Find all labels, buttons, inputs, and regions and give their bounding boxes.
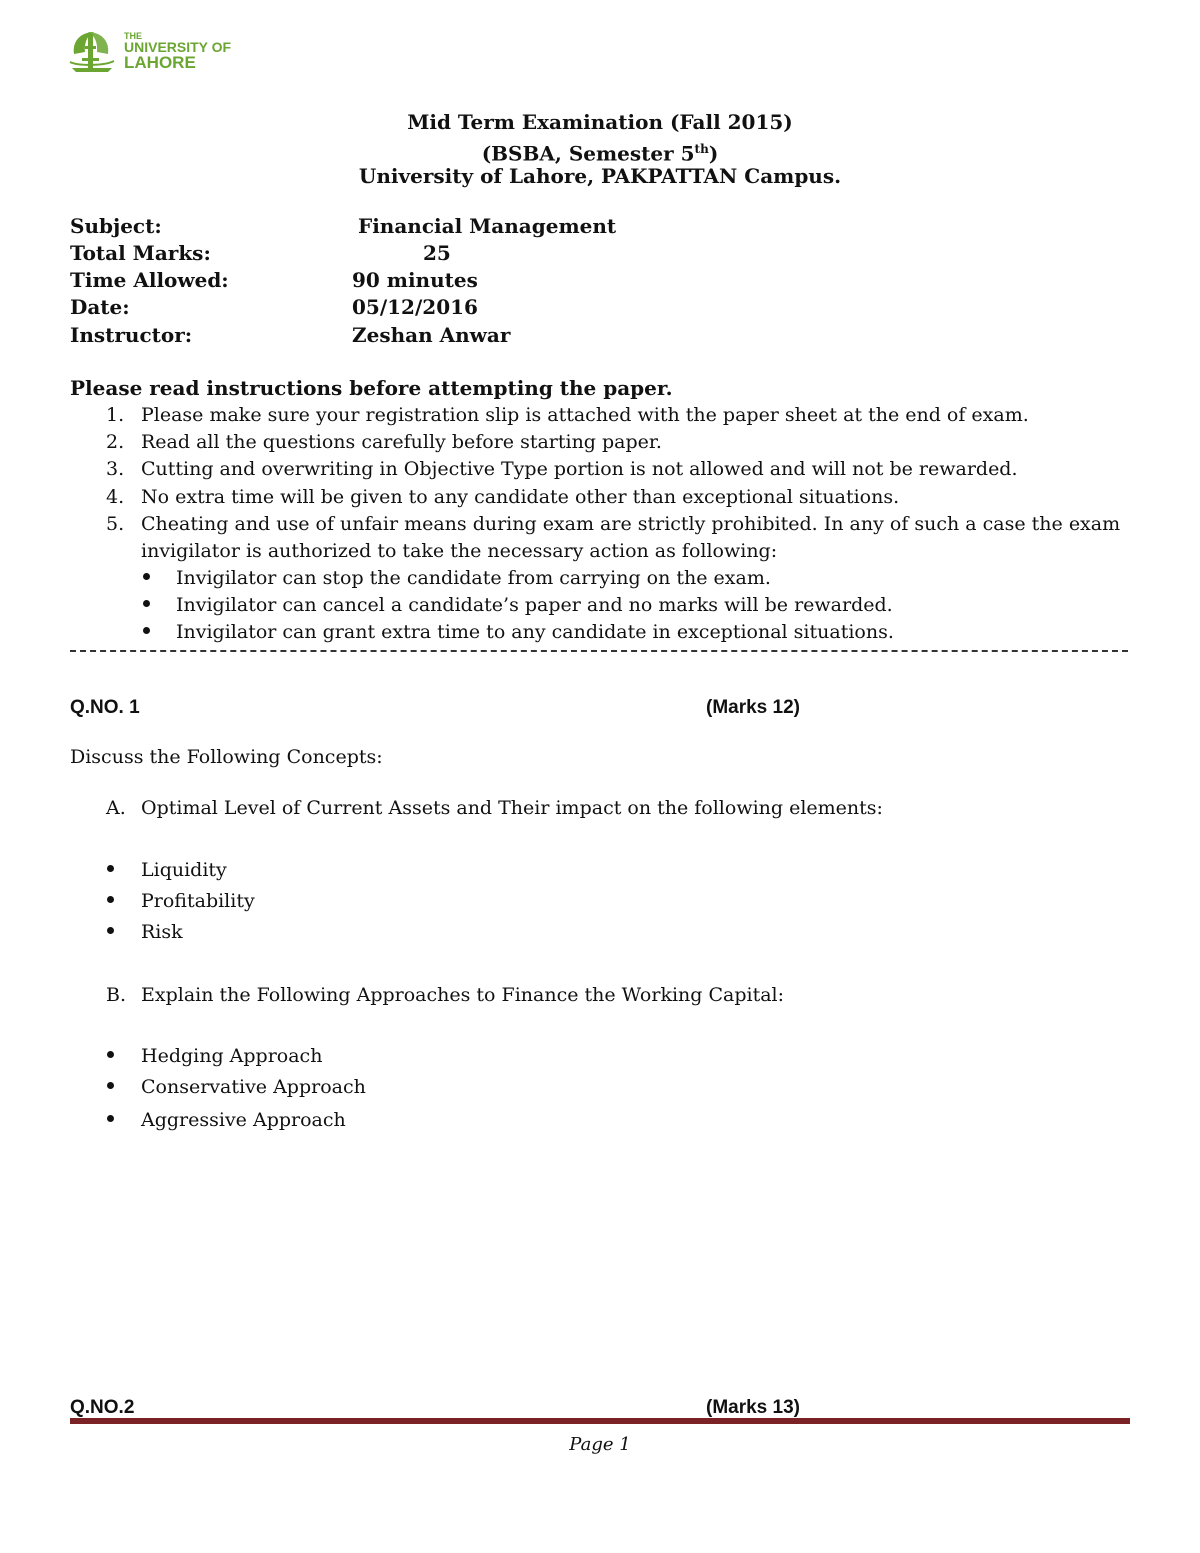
part-a-bullet: Risk <box>141 921 183 943</box>
instruction-text: Please make sure your registration slip is attached with the paper sheet at the end of exam. <box>141 404 1029 426</box>
q1-intro: Discuss the Following Concepts: <box>70 746 383 768</box>
instructor-value: Zeshan Anwar <box>352 323 511 347</box>
campus-line: University of Lahore, PAKPATTAN Campus. <box>358 164 842 188</box>
program-prefix: (BSBA, Semester 5 <box>481 141 695 166</box>
bullet-icon <box>107 927 114 934</box>
part-b-bullet: Conservative Approach <box>141 1076 366 1098</box>
logo-text-university: UNIVERSITY OF <box>124 39 232 55</box>
bullet-icon <box>107 896 114 903</box>
part-a-bullet: Profitability <box>141 890 255 912</box>
part-b-bullet: Hedging Approach <box>141 1045 323 1067</box>
instruction-text-continued: invigilator is authorized to take the necessary action as following: <box>141 540 778 562</box>
bullet-icon <box>143 573 150 580</box>
time-allowed-value: 90 minutes <box>352 268 478 292</box>
q1-marks: (Marks 12) <box>706 697 800 718</box>
instruction-number: 5. <box>106 513 125 535</box>
instruction-number: 2. <box>106 431 125 453</box>
bullet-icon <box>107 1051 114 1058</box>
part-b-text: Explain the Following Approaches to Finance the Working Capital: <box>141 984 785 1006</box>
instruction-text: Read all the questions carefully before starting paper. <box>141 431 662 453</box>
footer-rule <box>70 1418 1130 1424</box>
instruction-number: 3. <box>106 458 125 480</box>
logo-text-lahore: LAHORE <box>124 53 196 72</box>
q2-label: Q.NO.2 <box>70 1397 135 1418</box>
subject-value: Financial Management <box>358 214 617 238</box>
instruction-text: Cutting and overwriting in Objective Type portion is not allowed and will not be rewarded. <box>141 458 1018 480</box>
bullet-icon <box>143 627 150 634</box>
instruction-text: No extra time will be given to any candidate other than exceptional situations. <box>141 486 900 508</box>
bullet-icon <box>107 865 114 872</box>
total-marks-value: 25 <box>423 241 451 265</box>
program-suffix: ) <box>708 141 719 166</box>
program-sup: th <box>694 142 709 156</box>
instruction-number: 1. <box>106 404 125 426</box>
date-value: 05/12/2016 <box>352 295 478 319</box>
part-a-bullet: Liquidity <box>141 859 227 881</box>
page-number: Page 1 <box>569 1434 631 1455</box>
instruction-text: Cheating and use of unfair means during exam are strictly prohibited. In any of such a case the exam <box>141 513 1121 535</box>
instruction-number: 4. <box>106 486 125 508</box>
exam-title: Mid Term Examination (Fall 2015) <box>407 110 793 134</box>
part-b-bullet: Aggressive Approach <box>141 1109 346 1131</box>
bullet-icon <box>107 1082 114 1089</box>
logo-text-the: THE <box>124 31 142 41</box>
part-a-text: Optimal Level of Current Assets and Their impact on the following elements: <box>141 797 883 819</box>
sub-instruction: Invigilator can stop the candidate from carrying on the exam. <box>176 567 771 589</box>
q2-marks: (Marks 13) <box>706 1397 800 1418</box>
bullet-icon <box>143 600 150 607</box>
date-label: Date: <box>70 295 130 319</box>
instructor-label: Instructor: <box>70 323 193 347</box>
part-a-letter: A. <box>106 797 126 819</box>
instructions-heading: Please read instructions before attempting the paper. <box>70 376 673 400</box>
university-logo <box>68 28 238 76</box>
q1-label: Q.NO. 1 <box>70 697 140 718</box>
sub-instruction: Invigilator can grant extra time to any candidate in exceptional situations. <box>176 621 894 643</box>
subject-label: Subject: <box>70 214 162 238</box>
time-allowed-label: Time Allowed: <box>70 268 229 292</box>
sub-instruction: Invigilator can cancel a candidate’s paper and no marks will be rewarded. <box>176 594 893 616</box>
total-marks-label: Total Marks: <box>70 241 211 265</box>
bullet-icon <box>107 1115 114 1122</box>
part-b-letter: B. <box>106 984 127 1006</box>
dashed-divider <box>70 650 1128 652</box>
